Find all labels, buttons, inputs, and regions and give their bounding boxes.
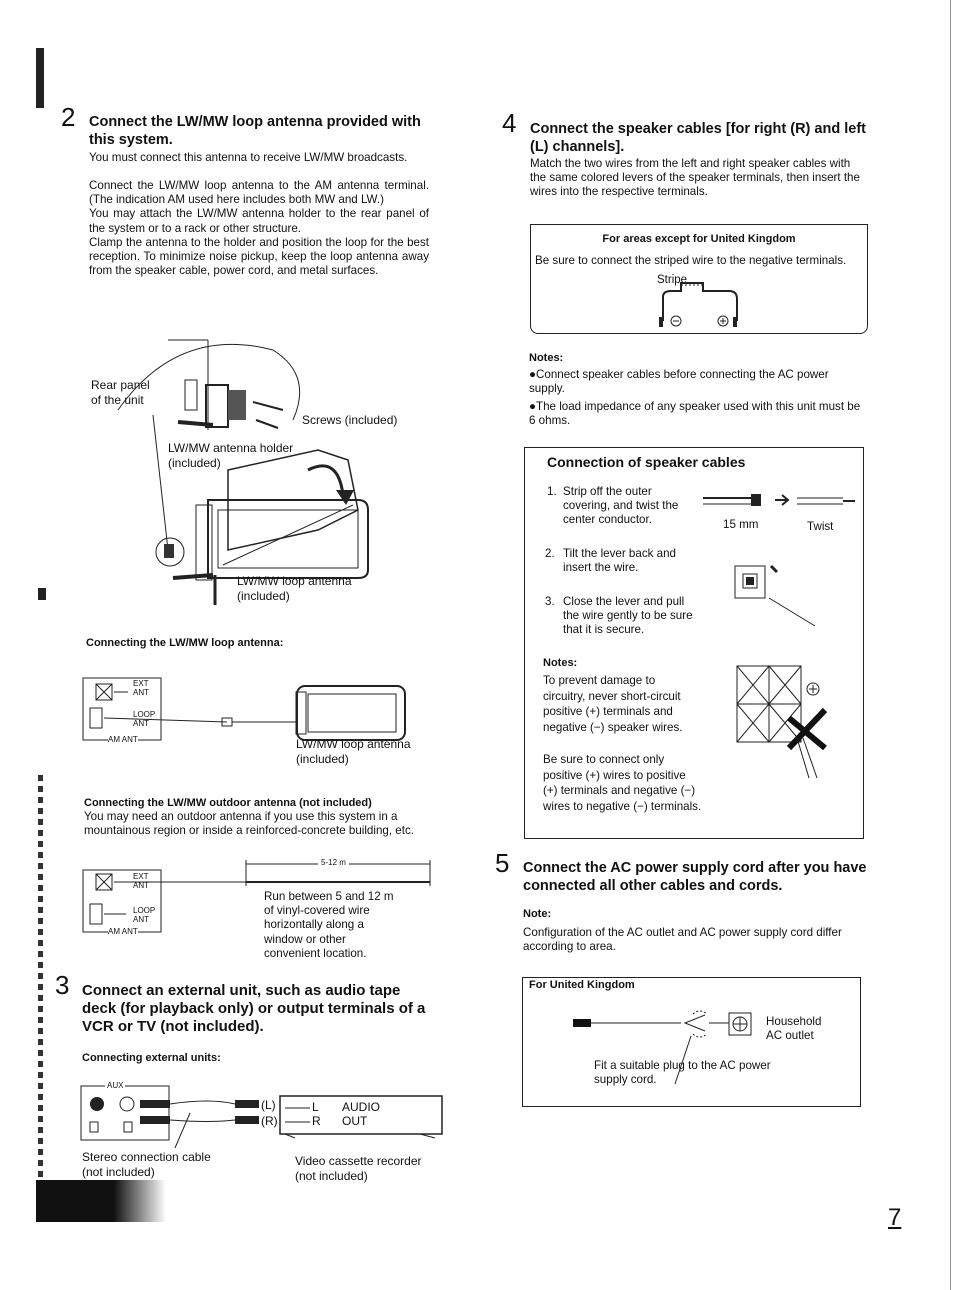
note-item: ●The load impedance of any speaker used with this unit must be 6 ohms. [529,400,861,428]
section-heading: Connect the speaker cables [for right (R) and left (L) channels]. [530,121,866,155]
step-number: 2 [61,102,76,132]
section-heading: Connect the LW/MW loop antenna provided with this system. [89,114,421,148]
intro-text: You must connect this antenna to receive LW/MW broadcasts. [89,151,408,164]
scan-mark-top [36,48,44,108]
step-number: 3 [55,970,70,1000]
distance-label: 5-12 m [318,858,349,867]
subheading-outdoor-antenna: Connecting the LW/MW outdoor antenna (not included) [84,797,372,809]
loop-ant-label: LOOP ANT [133,710,156,728]
subheading-loop-antenna: Connecting the LW/MW loop antenna: [86,637,284,649]
loop-antenna-label: LW/MW loop antenna (included) [237,574,352,603]
step-number: 3. [545,595,555,608]
loop-ant-label: LOOP ANT [133,906,156,924]
external-unit-figure [80,1078,450,1188]
loop-antenna-label: LW/MW loop antenna (included) [296,737,411,766]
outdoor-antenna-text: You may need an outdoor antenna if you use this system in a mountainous region or inside a reinforced-concrete building, etc. [84,810,414,838]
left-channel-label: (L) [261,1098,276,1112]
twist-label: Twist [807,520,834,533]
step-text: Strip off the outer covering, and twist the center conductor. [563,485,679,527]
box-text: Be sure to connect the striped wire to the negative terminals. [535,254,847,267]
box-title: Connection of speaker cables [547,454,746,470]
uk-power-box [522,977,861,1107]
vcr-label: Video cassette recorder (not included) [295,1154,422,1183]
rear-panel-label: Rear panel of the unit [91,378,150,407]
household-outlet-label: Household AC outlet [766,1015,822,1043]
uk-exception-box [530,224,868,334]
connection-speaker-cables-box [524,447,864,839]
scan-mark-middle [38,588,46,600]
step-text: Close the lever and pull the wire gently to be sure that it is secure. [563,595,693,637]
notes-title: Notes: [529,352,564,364]
step-number: 5 [495,848,510,878]
step-number: 4 [502,108,517,138]
subheading-external-units: Connecting external units: [82,1052,221,1064]
striped-wire-diagram [531,225,867,333]
note-item: ●Connect speaker cables before connecting the AC power supply. [529,368,829,396]
scan-mark-lower [38,775,43,1215]
right-output-label: R [312,1114,321,1128]
outdoor-antenna-figure [82,854,432,970]
note-polarity: Be sure to connect only positive (+) wires to positive (+) terminals and negative (−) wires to negative (−) terminals. [543,753,702,813]
strip-length-label: 15 mm [723,518,759,531]
section-heading: Connect the AC power supply cord after you have connected all other cables and cords. [523,860,867,894]
am-ant-label: AM ANT [108,927,138,936]
left-output-label: L [312,1100,319,1114]
body-text: Match the two wires from the left and right speaker cables with the same colored levers of the speaker terminals, then insert the wires into the respective terminals. [530,157,860,199]
loop-antenna-connection-figure [82,672,422,772]
stripe-label: Stripe [657,274,688,286]
box-title: For areas except for United Kingdom [602,233,796,245]
step-number: 1. [547,485,557,498]
am-ant-label: AM ANT [108,735,138,744]
screws-label: Screws (included) [302,413,398,427]
box-title: For United Kingdom [529,979,635,991]
note-text: Configuration of the AC outlet and AC power supply cord differ according to area. [523,926,842,954]
ext-ant-label: EXT ANT [133,872,149,890]
ext-ant-label: EXT ANT [133,679,149,697]
step-number: 2. [545,547,555,560]
fit-plug-text: Fit a suitable plug to the AC power supply cord. [594,1059,771,1087]
aux-label: AUX [107,1081,124,1090]
audio-out-label: AUDIO OUT [342,1100,381,1128]
section-heading: Connect an external unit, such as audio tape deck (for playback only) or output terminals of a VCR or TV (not included). [82,982,426,1035]
note-short-circuit: To prevent damage to circuitry, never short-circuit positive (+) terminals and negative (−) speaker wires. [543,674,683,734]
body-text: Connect the LW/MW loop antenna to the AM antenna terminal. (The indication AM used here includes both MW and LW.) You may attach the LW/MW antenna holder to the rear panel of the system or to a rack or other structure. Clamp the antenna to the holder and position the loop for the best reception. To minimize noise pickup, keep the loop antenna away from the speaker cable, power cord, and metal surfaces. [89,179,429,278]
right-channel-label: (R) [261,1114,278,1128]
page-number: 7 [888,1204,902,1231]
cable-label: Stereo connection cable (not included) [82,1150,211,1179]
antenna-holder-figure [88,330,418,620]
antenna-holder-label: LW/MW antenna holder (included) [168,441,294,470]
step-text: Tilt the lever back and insert the wire. [563,547,676,575]
note-title: Note: [523,908,552,920]
scan-edge-right [950,0,951,1290]
run-wire-text: Run between 5 and 12 m of vinyl-covered wire horizontally along a window or other convenient location. [264,890,394,960]
notes-title: Notes: [543,657,578,669]
